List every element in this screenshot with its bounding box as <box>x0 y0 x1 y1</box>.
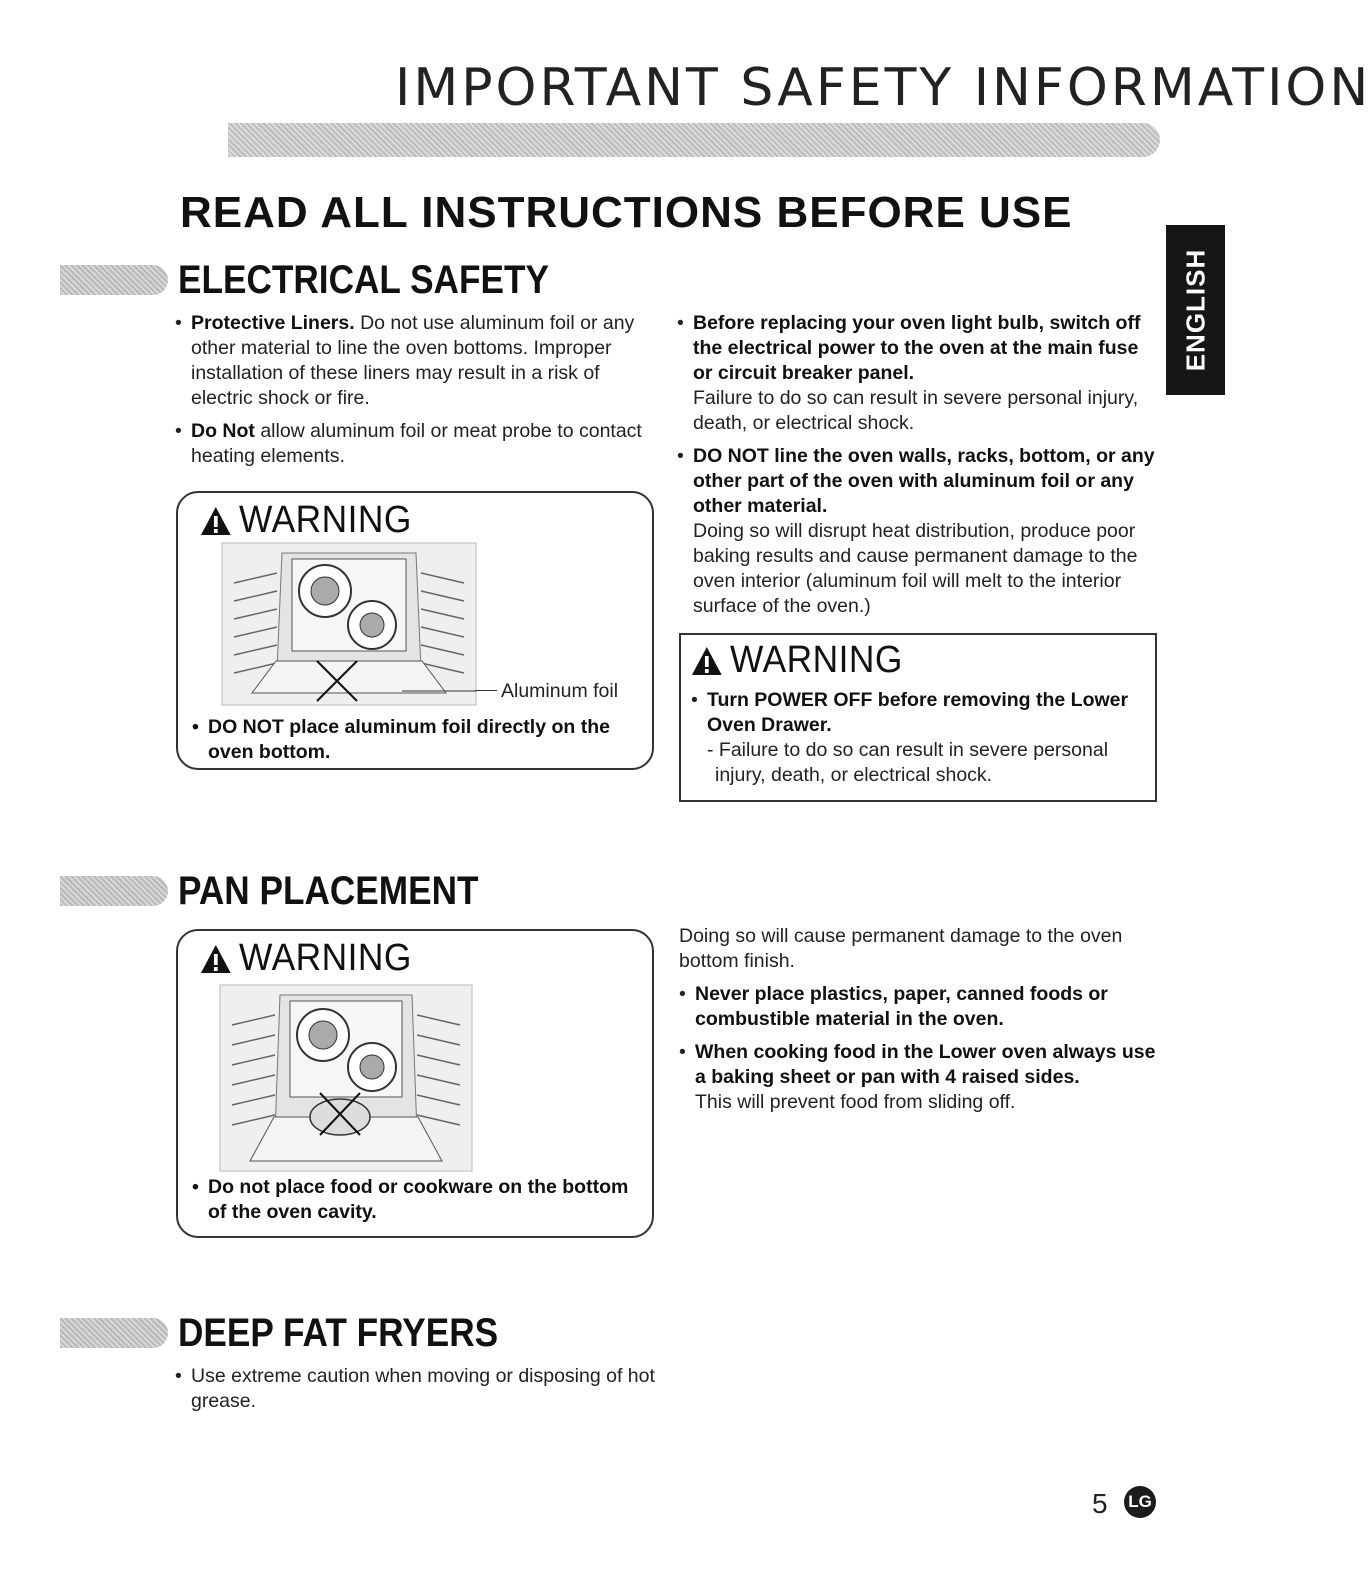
callout-line <box>475 690 497 691</box>
section-marker-electrical <box>60 265 168 295</box>
warning-box-power-off <box>679 633 1157 802</box>
warning-triangle-icon <box>200 943 232 975</box>
bullet-light-bulb: • Before replacing your oven light bulb, switch off the electrical power to the oven at the main fuse or circuit breaker panel. Failure to do so can result in severe personal injury, death, or electrical shock. <box>677 311 1157 436</box>
warning-caption-pan: • Do not place food or cookware on the bottom of the oven cavity. <box>192 1175 632 1225</box>
callout-aluminum-foil: Aluminum foil <box>501 680 619 702</box>
electrical-right-bullets <box>677 311 1157 627</box>
bullet-do-not: • Do Not allow aluminum foil or meat probe to contact heating elements. <box>175 419 645 469</box>
section-marker-fryers <box>60 1318 168 1348</box>
bullet-never-place: • Never place plastics, paper, canned foods or combustible material in the oven. <box>679 982 1159 1032</box>
bullet-grease: • Use extreme caution when moving or disposing of hot grease. <box>175 1364 655 1414</box>
bullet-protective-liners: • Protective Liners. Do not use aluminum foil or any other material to line the oven bottoms. Improper installation of these liners may result in a risk of electric shock or fire. <box>175 311 645 411</box>
warning-triangle-icon <box>691 645 723 677</box>
oven-foil-illustration <box>222 543 476 705</box>
warning-box-pan <box>176 929 654 1238</box>
bullet-lower-oven: • When cooking food in the Lower oven always use a baking sheet or pan with 4 raised sides. This will prevent food from sliding off. <box>679 1040 1159 1115</box>
lg-logo-icon: LG <box>1124 1486 1156 1518</box>
section-title-electrical: ELECTRICAL SAFETY <box>178 258 549 302</box>
section-title-pan: PAN PLACEMENT <box>178 869 479 913</box>
fryers-text <box>175 1364 655 1422</box>
header-bar <box>228 123 1160 157</box>
page-number: 5 <box>1092 1488 1108 1519</box>
warning-power-off-text: • Turn POWER OFF before removing the Lower Oven Drawer. - Failure to do so can result in severe personal injury, death, or electrical shock. <box>691 688 1141 788</box>
section-title-fryers: DEEP FAT FRYERS <box>178 1311 499 1355</box>
warning-heading: WARNING <box>200 937 412 980</box>
page-header-title: IMPORTANT SAFETY INFORMATION <box>395 58 1371 118</box>
section-marker-pan <box>60 876 168 906</box>
warning-triangle-icon <box>200 505 232 537</box>
warning-heading: WARNING <box>691 639 903 682</box>
warning-caption-foil: • DO NOT place aluminum foil directly on the oven bottom. <box>192 715 632 765</box>
oven-cookware-illustration <box>220 985 472 1171</box>
language-tab-label: ENGLISH <box>1180 248 1210 372</box>
pan-right-column <box>679 924 1159 1123</box>
language-tab <box>1166 225 1225 395</box>
bullet-no-lining: • DO NOT line the oven walls, racks, bottom, or any other part of the oven with aluminum foil or any other material. Doing so will disrupt heat distribution, produce poor baking results and cause permanent damage to the oven interior (aluminum foil will melt to the interior surface of the oven.) <box>677 444 1157 619</box>
warning-box-foil <box>176 491 654 770</box>
main-heading: READ ALL INSTRUCTIONS BEFORE USE <box>180 188 1073 237</box>
warning-heading: WARNING <box>200 499 412 542</box>
electrical-left-bullets <box>175 311 645 477</box>
pan-intro: Doing so will cause permanent damage to the oven bottom finish. <box>679 925 1123 972</box>
